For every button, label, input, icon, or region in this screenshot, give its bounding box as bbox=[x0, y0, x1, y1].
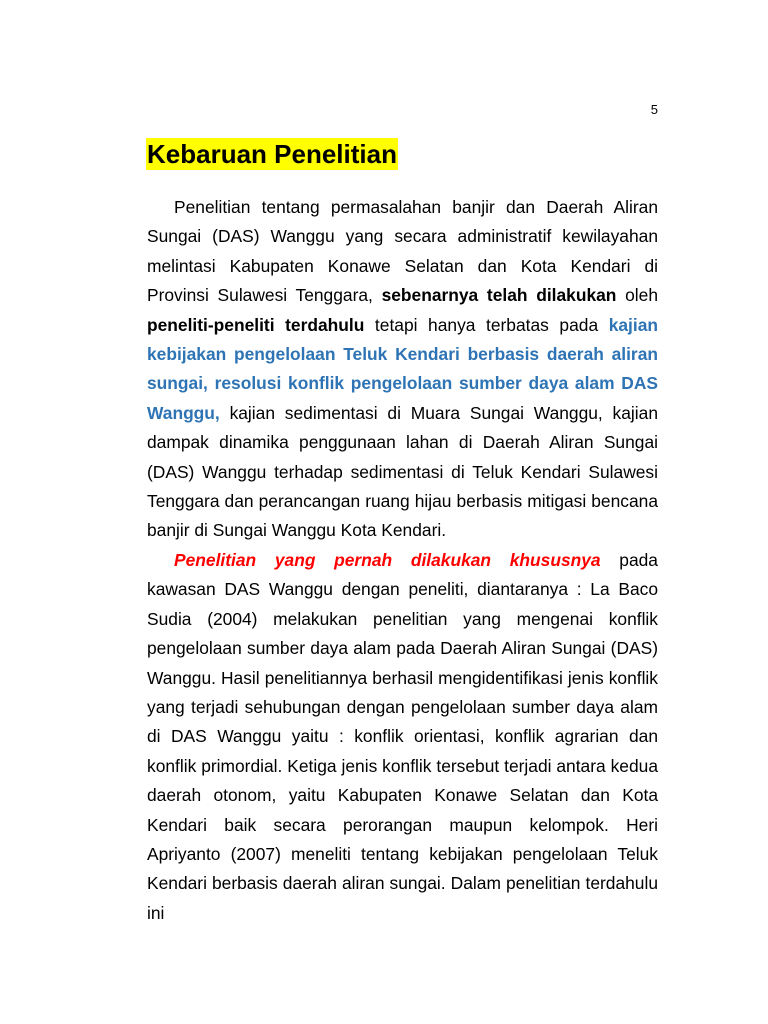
p2-red-emphasis: Penelitian yang pernah dilakukan khususnya bbox=[174, 549, 601, 570]
p1-text-remaining: kajian sedimentasi di Muara Sungai Wanggu, kajian dampak dinamika penggunaan lahan di Daerah Aliran Sungai (DAS) Wanggu terhadap sedimentasi di Teluk Kendari Sulawesi Tenggara dan perancangan ruang hijau berbasis mitigasi bencana banjir di Sungai Wanggu Kota Kendari. bbox=[147, 402, 658, 541]
page-number: 5 bbox=[650, 102, 658, 117]
p1-blue-study-topics: kajian kebijakan pengelolaan Teluk Kendari berbasis daerah aliran sungai, resolusi konflik pengelolaan sumber daya alam DAS Wanggu, bbox=[147, 314, 659, 423]
p1-text-intro: Penelitian tentang permasalahan banjir dan Daerah Aliran Sungai (DAS) Wanggu yang secara administratif kewilayahan melintasi Kabupaten Konawe Selatan dan Kota Kendari di Provinsi Sulawesi Tenggara, bbox=[147, 197, 658, 306]
p1-bold-previous-researchers: peneliti-peneliti terdahulu bbox=[147, 314, 365, 335]
p1-bold-already-done: sebenarnya telah dilakukan bbox=[381, 285, 617, 306]
document-body bbox=[147, 193, 658, 928]
paragraph-1 bbox=[147, 193, 658, 546]
p1-text-by: oleh bbox=[616, 285, 658, 306]
section-heading: Kebaruan Penelitian bbox=[147, 139, 397, 169]
p2-text-remaining: pada kawasan DAS Wanggu dengan peneliti, diantaranya : La Baco Sudia (2004) melakukan penelitian yang mengenai konflik pengelolaan sumber daya alam pada Daerah Aliran Sungai (DAS) Wanggu. Hasil penelitiannya berhasil mengidentifikasi jenis konflik yang terjadi sehubungan dengan pengelolaan sumber daya alam di DAS Wanggu yaitu : konflik orientasi, konflik agrarian dan konflik primordial. Ketiga jenis konflik tersebut terjadi antara kedua daerah otonom, yaitu Kabupaten Konawe Selatan dan Kota Kendari baik secara perorangan maupun kelompok. Heri Apriyanto (2007) meneliti tentang kebijakan pengelolaan Teluk Kendari berbasis daerah aliran sungai. Dalam penelitian terdahulu ini bbox=[147, 549, 658, 923]
paragraph-2 bbox=[147, 546, 658, 928]
p1-text-limited: tetapi hanya terbatas pada bbox=[364, 314, 609, 335]
